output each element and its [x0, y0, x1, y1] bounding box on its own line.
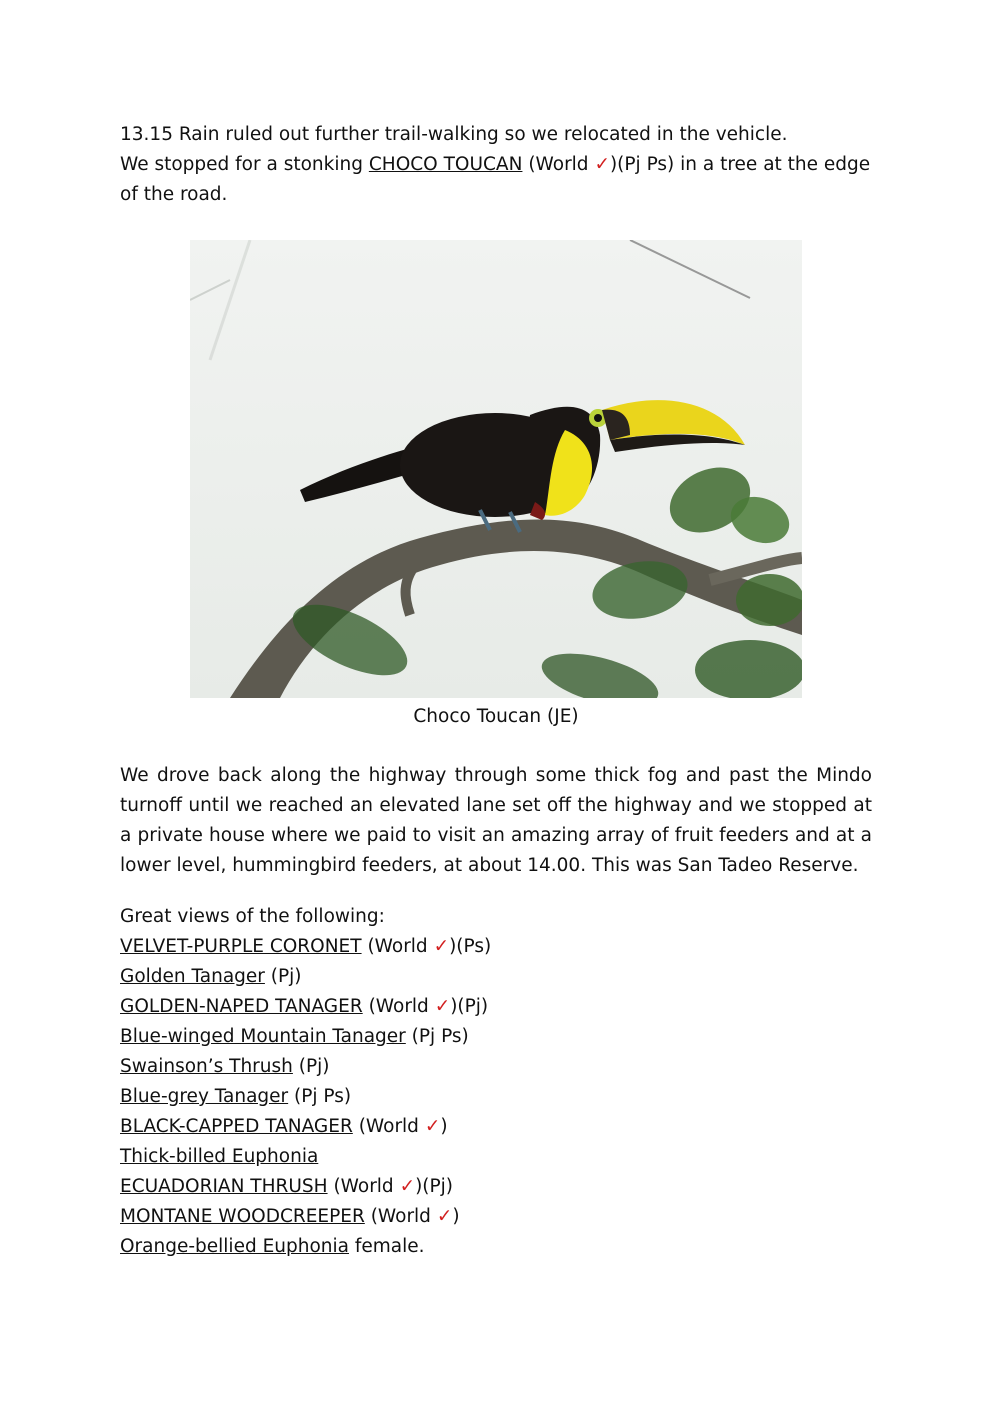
world-tick-icon: ✓: [434, 996, 451, 1017]
list-item: [120, 1022, 491, 1052]
species-note: (World: [364, 1206, 437, 1227]
species-note: (Pj Ps): [288, 1086, 352, 1107]
world-tick-icon: ✓: [399, 1176, 416, 1197]
species-name: MONTANE WOODCREEPER: [120, 1206, 365, 1227]
list-item: [120, 1172, 491, 1202]
species-note-end: ): [452, 1206, 460, 1227]
species-name: VELVET-PURPLE CORONET: [120, 936, 362, 957]
species-note-end: )(Pj): [450, 996, 489, 1017]
world-tick-icon: ✓: [436, 1206, 453, 1227]
intro-paragraph: [120, 120, 872, 210]
list-intro: Great views of the following:: [120, 906, 385, 927]
list-item: [120, 1142, 491, 1172]
species-note: (World: [361, 936, 434, 957]
species-note-end: ): [440, 1116, 448, 1137]
species-name: ECUADORIAN THRUSH: [120, 1176, 328, 1197]
species-name: BLACK-CAPPED TANAGER: [120, 1116, 353, 1137]
species-name: Blue-grey Tanager: [120, 1086, 289, 1107]
list-item: [120, 1202, 491, 1232]
species-name: GOLDEN-NAPED TANAGER: [120, 996, 363, 1017]
species-name: Orange-bellied Euphonia: [120, 1236, 349, 1257]
species-list: [120, 932, 491, 1262]
species-name: Thick-billed Euphonia: [120, 1146, 319, 1167]
species-name: Blue-winged Mountain Tanager: [120, 1026, 406, 1047]
toucan-photo: [190, 240, 802, 698]
species-name: Golden Tanager: [120, 966, 265, 987]
list-item: [120, 932, 491, 962]
list-item: [120, 1112, 491, 1142]
intro-line-2-end: )(Pj Ps) in a tree at the edge of the road.: [120, 154, 871, 205]
species-name: Swainson’s Thrush: [120, 1056, 293, 1077]
intro-line-2-start: We stopped for a stonking: [120, 154, 369, 175]
world-tick-icon: ✓: [594, 154, 610, 175]
world-tick-icon: ✓: [433, 936, 450, 957]
species-note-end: )(Pj): [415, 1176, 454, 1197]
list-item: [120, 1082, 491, 1112]
intro-line-1: 13.15 Rain ruled out further trail-walking so we relocated in the vehicle.: [120, 124, 788, 145]
list-item: [120, 992, 491, 1022]
description-paragraph: We drove back along the highway through some thick fog and past the Mindo turnoff until we reached an elevated lane set off the highway and we stopped at a private house where we paid to visit an amazing array of fruit feeders and at a lower level, hummingbird feeders, at about 14.00. This was San Tadeo Reserve.: [120, 765, 872, 876]
species-note: (World: [352, 1116, 425, 1137]
species-note: (Pj Ps): [405, 1026, 469, 1047]
list-item: [120, 1052, 491, 1082]
world-tick-icon: ✓: [424, 1116, 441, 1137]
species-note: (World: [327, 1176, 400, 1197]
species-note: (World: [362, 996, 435, 1017]
species-note: female.: [348, 1236, 425, 1257]
intro-world-label: (World: [522, 154, 595, 175]
list-item: [120, 1232, 491, 1262]
species-note-end: )(Ps): [449, 936, 492, 957]
species-choco-toucan: CHOCO TOUCAN: [368, 154, 523, 175]
photo-caption: Choco Toucan (JE): [413, 706, 579, 727]
toucan-illustration: [190, 240, 802, 698]
species-note: (Pj): [264, 966, 302, 987]
species-note: (Pj): [292, 1056, 330, 1077]
list-item: [120, 962, 491, 992]
